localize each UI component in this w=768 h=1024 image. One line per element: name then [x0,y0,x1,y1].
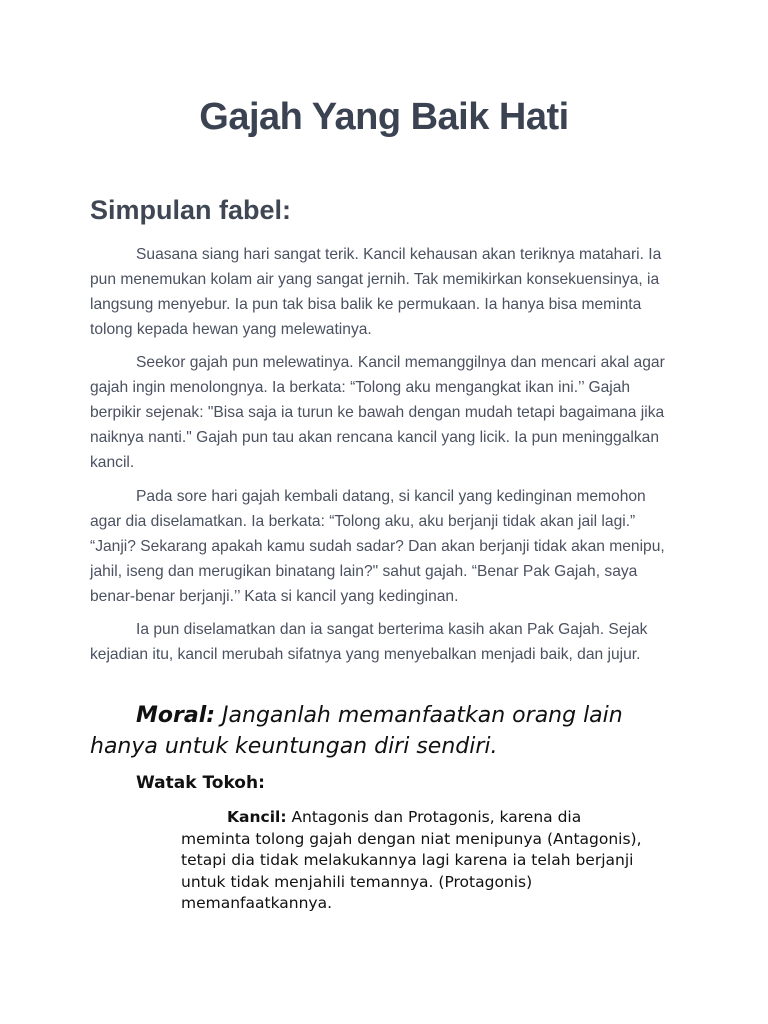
moral-text: Janganlah memanfaatkan orang lain hanya untuk keuntungan diri sendiri. [90,703,623,759]
moral-label: Moral: [136,703,216,728]
document-title: Gajah Yang Baik Hati [199,96,569,138]
section-subtitle: Simpulan fabel: [90,195,292,225]
paragraph-2-text: Seekor gajah pun melewatinya. Kancil memanggilnya dan mencari akal agar gajah ingin menolongnya. Ia berkata: “Tolong aku mengangkat ikan ini.’’ Gajah berpikir sejenak: "Bisa saja ia turun ke bawah dengan mudah tetapi bagaimana jika naiknya nanti." Gajah pun tau akan rencana kancil yang licik. Ia pun meninggalkan kancil. [90,354,665,471]
moral-statement [90,700,690,762]
kancil-label: Kancil: [227,808,287,826]
character-heading: Watak Tokoh: [136,773,265,793]
paragraph-3-text: Pada sore hari gajah kembali datang, si kancil yang kedinginan memohon agar dia diselamatkan. Ia berkata: “Tolong aku, aku berjanji tidak akan jail lagi.” “Janji? Sekarang apakah kamu sudah sadar? Dan akan berjanji tidak akan menipu, jahil, iseng dan merugikan binatang lain?" sahut gajah. “Benar Pak Gajah, saya benar-benar berjanji.’’ Kata si kancil yang kedinginan. [90,488,665,605]
paragraph-3 [90,484,678,609]
paragraph-1 [90,242,678,342]
character-kancil [181,807,651,915]
paragraph-4-text: Ia pun diselamatkan dan ia sangat berterima kasih akan Pak Gajah. Sejak kejadian itu, kancil merubah sifatnya yang menyebalkan menjadi baik, dan jujur. [90,621,648,663]
paragraph-2 [90,350,678,475]
kancil-description: Antagonis dan Protagonis, karena dia meminta tolong gajah dengan niat menipunya (Antagonis), tetapi dia tidak melakukannya lagi karena ia telah berjanji untuk tidak menjahili temannya. (Protagonis) memanfaatkannya. [181,808,642,912]
paragraph-1-text: Suasana siang hari sangat terik. Kancil kehausan akan teriknya matahari. Ia pun menemukan kolam air yang sangat jernih. Tak memikirkan konsekuensinya, ia langsung menyebur. Ia pun tak bisa balik ke permukaan. Ia hanya bisa meminta tolong kepada hewan yang melewatinya. [90,246,662,338]
paragraph-4 [90,617,678,667]
